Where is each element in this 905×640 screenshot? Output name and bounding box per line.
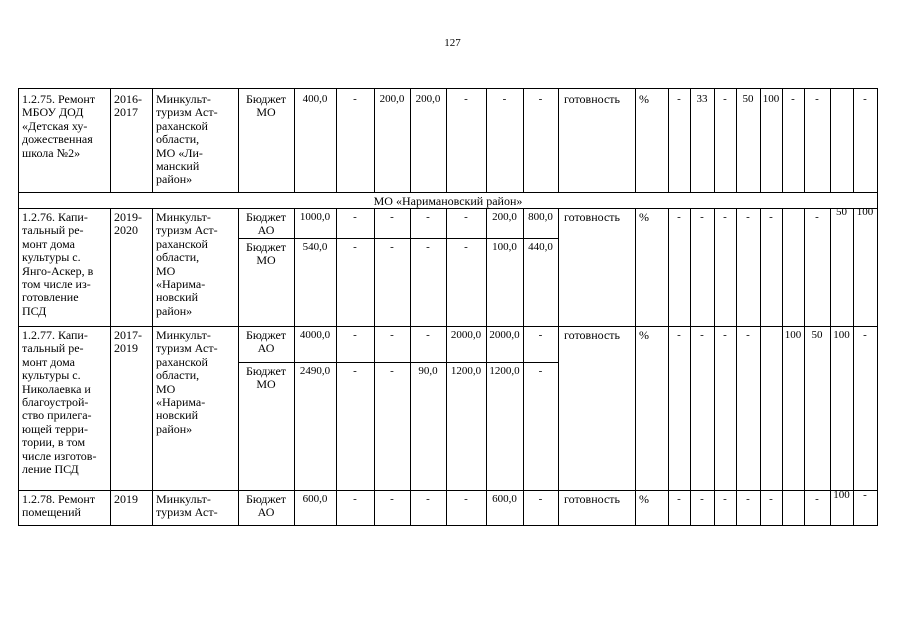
funding-year: 440,0 bbox=[528, 241, 553, 253]
funding-total: 400,0 bbox=[302, 93, 328, 105]
indicator-value: 50 bbox=[811, 329, 823, 341]
indicator-value: - bbox=[723, 93, 727, 105]
funding-source: Бюджет МО bbox=[245, 364, 287, 392]
funding-year: - bbox=[464, 211, 468, 223]
measure-name: 1.2.75. Ремонт МБОУ ДОД «Детская ху- дожественная школа №2» bbox=[22, 92, 96, 160]
indicator-value: 50 bbox=[742, 93, 754, 105]
funding-year: 200,0 bbox=[379, 93, 405, 105]
funding-year: - bbox=[390, 493, 394, 505]
section-header: МО «Наримановский район» bbox=[373, 194, 523, 208]
funding-year: - bbox=[426, 329, 430, 341]
funding-year: 100,0 bbox=[492, 241, 517, 253]
measure-name: 1.2.77. Капи- тальный ре- монт дома культуры с. Николаевка и благоустрой- ство прилега- ющей терри- тории, в том числе изготов- ление ПСД bbox=[22, 328, 97, 477]
funding-year: - bbox=[353, 241, 357, 253]
indicator-unit: % bbox=[639, 92, 649, 106]
funding-source: Бюджет АО bbox=[245, 210, 287, 238]
funding-total: 600,0 bbox=[302, 493, 328, 505]
indicator-value: - bbox=[700, 493, 704, 505]
indicator-value: 100 bbox=[784, 329, 802, 341]
funding-year: - bbox=[538, 493, 543, 505]
executor: Минкульт- туризм Аст- раханской области, МО «Нарима- новский район» bbox=[156, 328, 218, 436]
indicator-value: - bbox=[677, 329, 681, 341]
funding-year: - bbox=[353, 93, 357, 105]
funding-year: - bbox=[353, 329, 357, 341]
measure-name: 1.2.76. Капи- тальный ре- монт дома культуры с. Янго-Аскер, в том числе из- готовление ПСД bbox=[22, 210, 94, 318]
period: 2019 bbox=[114, 492, 138, 506]
indicator-value: 100 bbox=[833, 489, 850, 501]
funding-year: - bbox=[464, 93, 468, 105]
funding-year: 1200,0 bbox=[450, 365, 482, 377]
executor: Минкульт- туризм Аст- раханской области, МО «Ли- манский район» bbox=[156, 92, 218, 187]
indicator-value: - bbox=[746, 493, 750, 505]
indicator-value: - bbox=[677, 493, 681, 505]
indicator-value: - bbox=[700, 211, 704, 223]
funding-year: - bbox=[426, 241, 430, 253]
indicator-value: - bbox=[769, 211, 773, 223]
indicator-unit: % bbox=[639, 210, 649, 224]
funding-year: - bbox=[353, 211, 357, 223]
indicator-unit: % bbox=[639, 328, 649, 342]
funding-year: - bbox=[538, 365, 543, 377]
indicator-value: - bbox=[863, 489, 867, 501]
indicator-value: - bbox=[746, 329, 750, 341]
funding-source: Бюджет АО bbox=[245, 492, 287, 520]
indicator-value: - bbox=[746, 211, 750, 223]
indicator-value: 33 bbox=[696, 93, 708, 105]
indicator-value: 100 bbox=[833, 329, 850, 341]
funding-year: - bbox=[464, 493, 468, 505]
funding-year: 2000,0 bbox=[450, 329, 482, 341]
funding-source: Бюджет МО bbox=[245, 92, 287, 120]
funding-year: 200,0 bbox=[415, 93, 441, 105]
indicator-value: - bbox=[815, 93, 819, 105]
funding-year: - bbox=[538, 329, 543, 341]
indicator-value: - bbox=[791, 93, 795, 105]
measure-name: 1.2.78. Ремонт помещений bbox=[22, 492, 96, 520]
funding-year: - bbox=[464, 241, 468, 253]
funding-year: - bbox=[390, 241, 394, 253]
indicator-value: 100 bbox=[762, 93, 780, 105]
funding-year: - bbox=[390, 365, 394, 377]
indicator-value: - bbox=[863, 329, 867, 341]
funding-year: - bbox=[426, 211, 430, 223]
funding-total: 1000,0 bbox=[299, 211, 331, 223]
funding-year: - bbox=[390, 211, 394, 223]
period: 2016- 2017 bbox=[114, 92, 142, 120]
indicator-name: готовность bbox=[564, 210, 620, 224]
indicator-value: - bbox=[815, 211, 819, 223]
executor: Минкульт- туризм Аст- раханской области, МО «Нарима- новский район» bbox=[156, 210, 218, 318]
funding-year: 800,0 bbox=[528, 211, 553, 223]
funding-year: - bbox=[390, 329, 394, 341]
indicator-value: - bbox=[723, 329, 727, 341]
funding-source: Бюджет АО bbox=[245, 328, 287, 356]
indicator-value: - bbox=[769, 493, 773, 505]
indicator-value: - bbox=[677, 93, 681, 105]
indicator-value: 50 bbox=[836, 206, 847, 218]
funding-year: - bbox=[502, 93, 507, 105]
indicator-name: готовность bbox=[564, 92, 620, 106]
period: 2019- 2020 bbox=[114, 210, 142, 238]
funding-year: 200,0 bbox=[492, 211, 517, 223]
funding-year: 1200,0 bbox=[489, 365, 520, 377]
funding-year: 600,0 bbox=[492, 493, 517, 505]
indicator-unit: % bbox=[639, 492, 649, 506]
indicator-value: - bbox=[723, 211, 727, 223]
indicator-value: - bbox=[677, 211, 681, 223]
funding-year: - bbox=[538, 93, 543, 105]
funding-source: Бюджет МО bbox=[245, 240, 287, 268]
indicator-value: - bbox=[723, 493, 727, 505]
funding-year: - bbox=[353, 365, 357, 377]
funding-total: 4000,0 bbox=[299, 329, 331, 341]
funding-year: 2000,0 bbox=[489, 329, 520, 341]
funding-total: 2490,0 bbox=[299, 365, 331, 377]
period: 2017- 2019 bbox=[114, 328, 142, 356]
indicator-value: - bbox=[815, 493, 819, 505]
indicator-value: - bbox=[863, 93, 867, 105]
program-table bbox=[18, 88, 878, 526]
indicator-name: готовность bbox=[564, 492, 620, 506]
page-number: 127 bbox=[444, 37, 461, 49]
funding-year: - bbox=[353, 493, 357, 505]
funding-year: 90,0 bbox=[418, 365, 438, 377]
indicator-value: 100 bbox=[856, 206, 874, 218]
funding-year: - bbox=[426, 493, 430, 505]
indicator-name: готовность bbox=[564, 328, 620, 342]
funding-total: 540,0 bbox=[302, 241, 328, 253]
executor: Минкульт- туризм Аст- bbox=[156, 492, 218, 520]
indicator-value: - bbox=[700, 329, 704, 341]
